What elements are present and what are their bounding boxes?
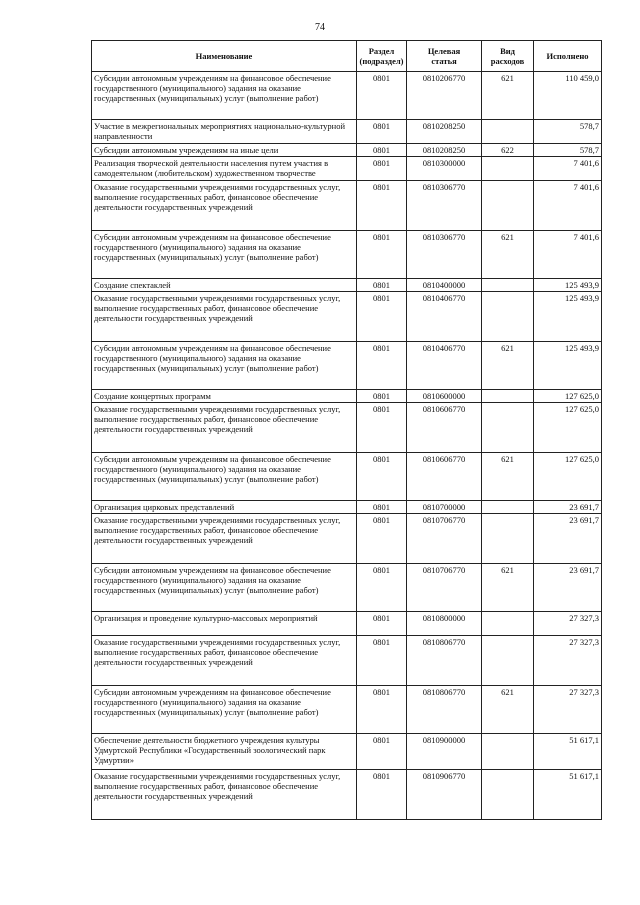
header-section: Раздел (подраздел)	[357, 41, 407, 72]
row-section-cell: 0801	[357, 181, 407, 231]
row-section-cell: 0801	[357, 390, 407, 403]
table-row	[92, 390, 602, 403]
row-article-cell: 0810208250	[407, 144, 482, 157]
row-name-cell: Оказание государственными учреждениями государственных услуг, выполнение государственных работ, финансовое обеспечение деятельности государственных учреждений	[92, 770, 357, 820]
row-expense-cell	[482, 181, 534, 231]
row-section-cell: 0801	[357, 612, 407, 636]
row-name-cell: Реализация творческой деятельности населения путем участия в самодеятельном (любительском) художественном творчестве	[92, 157, 357, 181]
row-expense-cell	[482, 292, 534, 342]
row-expense-cell	[482, 734, 534, 770]
row-section-cell: 0801	[357, 403, 407, 453]
table-row	[92, 120, 602, 144]
table-row	[92, 770, 602, 820]
row-article-cell: 0810208250	[407, 120, 482, 144]
table-row	[92, 564, 602, 612]
row-article-cell: 0810306770	[407, 231, 482, 279]
row-name-cell: Субсидии автономным учреждениям на финансовое обеспечение государственного (муниципального) задания на оказание государственных (муниципальных) услуг (выполнение работ)	[92, 72, 357, 120]
row-section-cell: 0801	[357, 342, 407, 390]
table-row	[92, 72, 602, 120]
row-expense-cell: 622	[482, 144, 534, 157]
row-executed-cell: 23 691,7	[534, 564, 602, 612]
row-name-cell: Оказание государственными учреждениями государственных услуг, выполнение государственных работ, финансовое обеспечение деятельности государственных учреждений	[92, 181, 357, 231]
row-executed-cell: 23 691,7	[534, 501, 602, 514]
table-row	[92, 144, 602, 157]
row-executed-cell: 125 493,9	[534, 292, 602, 342]
row-name-cell: Создание спектаклей	[92, 279, 357, 292]
row-name-cell: Субсидии автономным учреждениям на финансовое обеспечение государственного (муниципального) задания на оказание государственных (муниципальных) услуг (выполнение работ)	[92, 453, 357, 501]
row-expense-cell	[482, 120, 534, 144]
row-article-cell: 0810306770	[407, 181, 482, 231]
row-executed-cell: 7 401,6	[534, 231, 602, 279]
header-executed: Исполнено	[534, 41, 602, 72]
table-row	[92, 636, 602, 686]
row-executed-cell: 578,7	[534, 120, 602, 144]
row-article-cell: 0810600000	[407, 390, 482, 403]
row-section-cell: 0801	[357, 157, 407, 181]
row-executed-cell: 127 625,0	[534, 453, 602, 501]
row-expense-cell: 621	[482, 686, 534, 734]
row-executed-cell: 7 401,6	[534, 157, 602, 181]
row-executed-cell: 125 493,9	[534, 279, 602, 292]
table-row	[92, 501, 602, 514]
row-name-cell: Оказание государственными учреждениями государственных услуг, выполнение государственных работ, финансовое обеспечение деятельности государственных учреждений	[92, 514, 357, 564]
row-section-cell: 0801	[357, 453, 407, 501]
table-header-row	[92, 41, 602, 72]
row-name-cell: Оказание государственными учреждениями государственных услуг, выполнение государственных работ, финансовое обеспечение деятельности государственных учреждений	[92, 636, 357, 686]
row-name-cell: Субсидии автономным учреждениям на финансовое обеспечение государственного (муниципального) задания на оказание государственных (муниципальных) услуг (выполнение работ)	[92, 686, 357, 734]
row-executed-cell: 27 327,3	[534, 686, 602, 734]
row-executed-cell: 7 401,6	[534, 181, 602, 231]
row-article-cell: 0810806770	[407, 636, 482, 686]
table-row	[92, 279, 602, 292]
row-name-cell: Субсидии автономным учреждениям на финансовое обеспечение государственного (муниципального) задания на оказание государственных (муниципальных) услуг (выполнение работ)	[92, 564, 357, 612]
header-name: Наименование	[92, 41, 357, 72]
row-executed-cell: 110 459,0	[534, 72, 602, 120]
table-row	[92, 342, 602, 390]
row-section-cell: 0801	[357, 514, 407, 564]
row-name-cell: Субсидии автономным учреждениям на финансовое обеспечение государственного (муниципального) задания на оказание государственных (муниципальных) услуг (выполнение работ)	[92, 231, 357, 279]
row-name-cell: Оказание государственными учреждениями государственных услуг, выполнение государственных работ, финансовое обеспечение деятельности государственных учреждений	[92, 292, 357, 342]
row-executed-cell: 51 617,1	[534, 734, 602, 770]
row-section-cell: 0801	[357, 144, 407, 157]
table-row	[92, 612, 602, 636]
row-article-cell: 0810406770	[407, 342, 482, 390]
row-expense-cell	[482, 514, 534, 564]
row-name-cell: Обеспечение деятельности бюджетного учреждения культуры Удмуртской Республики «Государственный зоологический парк Удмуртии»	[92, 734, 357, 770]
row-section-cell: 0801	[357, 231, 407, 279]
row-article-cell: 0810800000	[407, 612, 482, 636]
row-article-cell: 0810700000	[407, 501, 482, 514]
row-article-cell: 0810406770	[407, 292, 482, 342]
row-name-cell: Субсидии автономным учреждениям на иные цели	[92, 144, 357, 157]
table-body	[92, 72, 602, 820]
row-executed-cell: 23 691,7	[534, 514, 602, 564]
row-expense-cell: 621	[482, 342, 534, 390]
table-row	[92, 292, 602, 342]
header-expense: Вид расходов	[482, 41, 534, 72]
row-name-cell: Участие в межрегиональных мероприятиях национально-культурной направленности	[92, 120, 357, 144]
row-section-cell: 0801	[357, 72, 407, 120]
row-article-cell: 0810606770	[407, 403, 482, 453]
row-expense-cell	[482, 403, 534, 453]
row-name-cell: Организация цирковых представлений	[92, 501, 357, 514]
row-article-cell: 0810606770	[407, 453, 482, 501]
row-article-cell: 0810900000	[407, 734, 482, 770]
row-expense-cell: 621	[482, 231, 534, 279]
row-article-cell: 0810206770	[407, 72, 482, 120]
row-expense-cell: 621	[482, 72, 534, 120]
row-article-cell: 0810906770	[407, 770, 482, 820]
table-row	[92, 734, 602, 770]
row-section-cell: 0801	[357, 279, 407, 292]
row-name-cell: Создание концертных программ	[92, 390, 357, 403]
table-row	[92, 453, 602, 501]
row-section-cell: 0801	[357, 734, 407, 770]
row-section-cell: 0801	[357, 564, 407, 612]
table-row	[92, 686, 602, 734]
row-section-cell: 0801	[357, 770, 407, 820]
row-section-cell: 0801	[357, 120, 407, 144]
row-section-cell: 0801	[357, 501, 407, 514]
table-row	[92, 157, 602, 181]
row-expense-cell	[482, 157, 534, 181]
row-expense-cell: 621	[482, 564, 534, 612]
row-expense-cell	[482, 770, 534, 820]
row-executed-cell: 578,7	[534, 144, 602, 157]
page-number: 74	[315, 22, 325, 33]
row-expense-cell: 621	[482, 453, 534, 501]
row-executed-cell: 27 327,3	[534, 612, 602, 636]
header-article: Целевая статья	[407, 41, 482, 72]
row-section-cell: 0801	[357, 292, 407, 342]
row-name-cell: Субсидии автономным учреждениям на финансовое обеспечение государственного (муниципального) задания на оказание государственных (муниципальных) услуг (выполнение работ)	[92, 342, 357, 390]
row-article-cell: 0810806770	[407, 686, 482, 734]
row-executed-cell: 51 617,1	[534, 770, 602, 820]
row-name-cell: Оказание государственными учреждениями государственных услуг, выполнение государственных работ, финансовое обеспечение деятельности государственных учреждений	[92, 403, 357, 453]
row-article-cell: 0810706770	[407, 514, 482, 564]
row-executed-cell: 125 493,9	[534, 342, 602, 390]
budget-table	[91, 40, 602, 820]
row-expense-cell	[482, 279, 534, 292]
table-row	[92, 403, 602, 453]
row-expense-cell	[482, 636, 534, 686]
table-row	[92, 181, 602, 231]
row-article-cell: 0810706770	[407, 564, 482, 612]
row-executed-cell: 127 625,0	[534, 390, 602, 403]
row-section-cell: 0801	[357, 636, 407, 686]
row-executed-cell: 127 625,0	[534, 403, 602, 453]
row-expense-cell	[482, 501, 534, 514]
row-executed-cell: 27 327,3	[534, 636, 602, 686]
row-expense-cell	[482, 612, 534, 636]
table-row	[92, 514, 602, 564]
row-expense-cell	[482, 390, 534, 403]
table-row	[92, 231, 602, 279]
row-article-cell: 0810400000	[407, 279, 482, 292]
row-article-cell: 0810300000	[407, 157, 482, 181]
row-name-cell: Организация и проведение культурно-массовых мероприятий	[92, 612, 357, 636]
row-section-cell: 0801	[357, 686, 407, 734]
